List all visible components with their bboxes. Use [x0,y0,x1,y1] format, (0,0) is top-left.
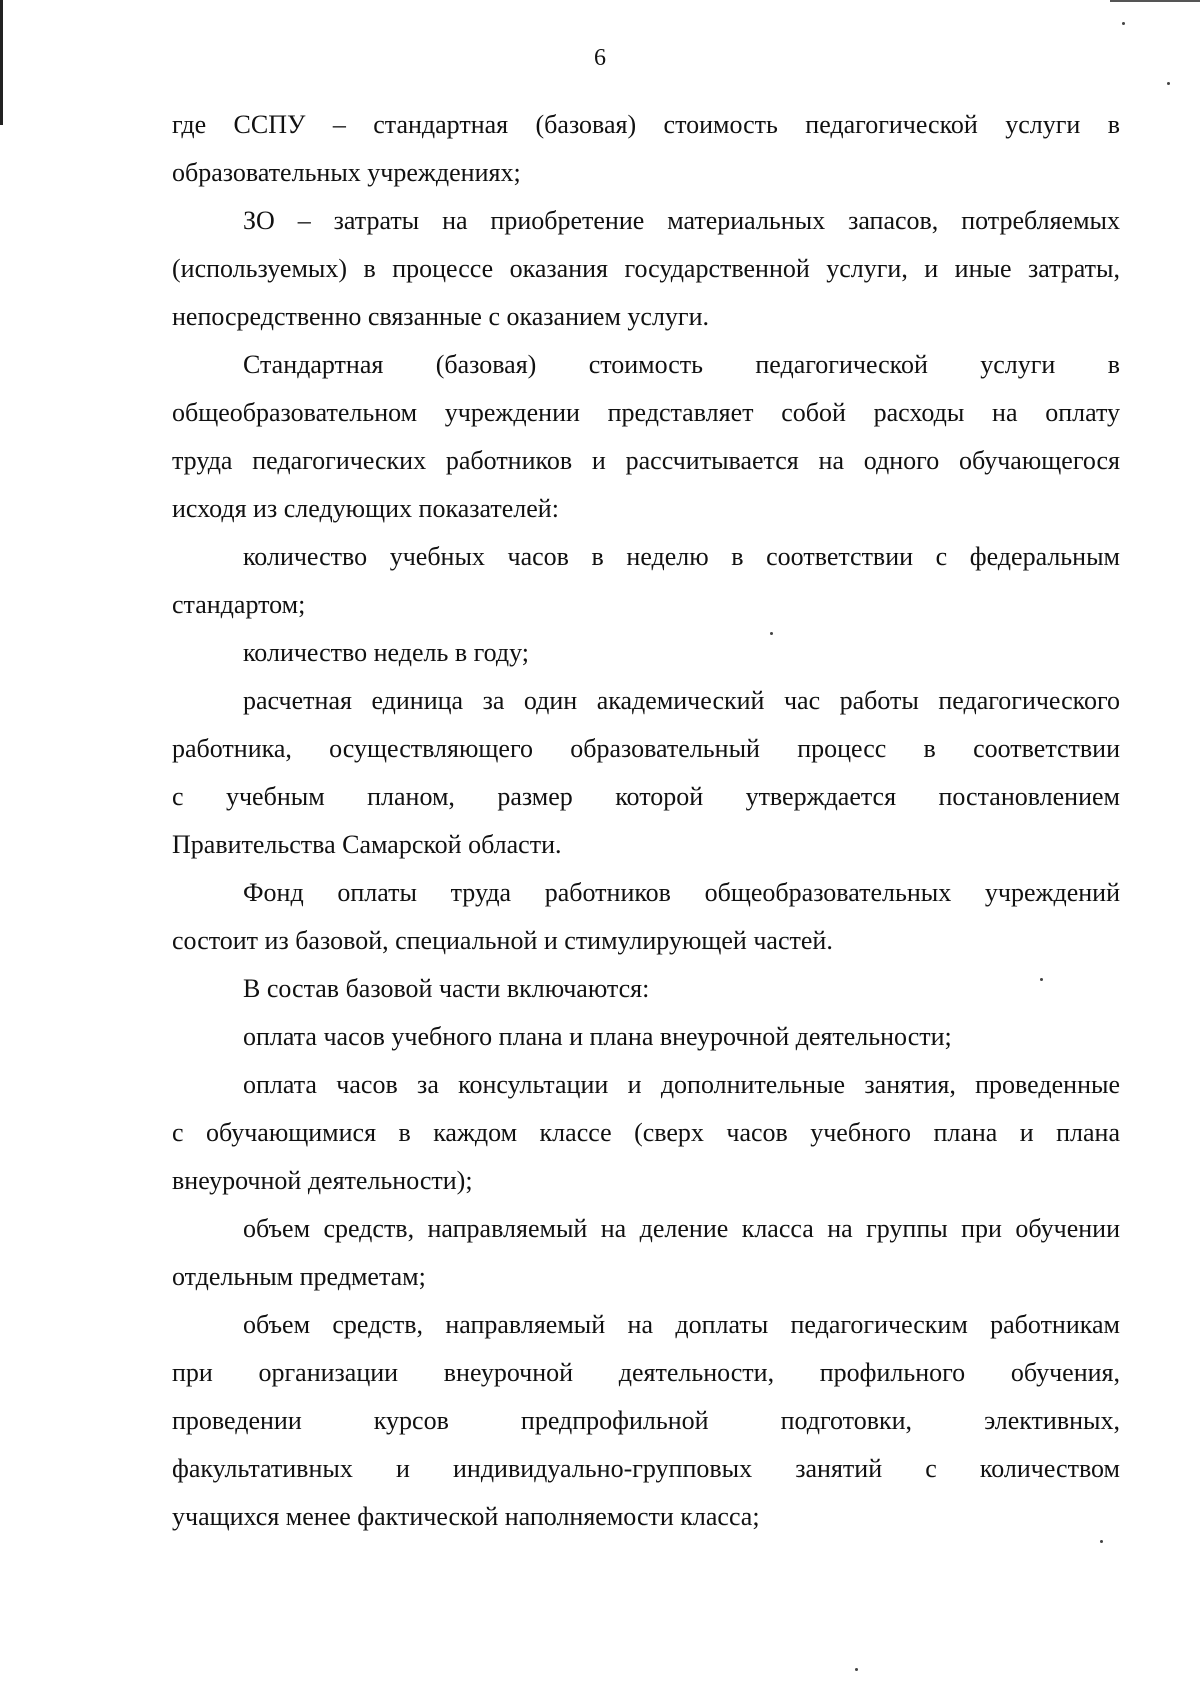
text-line: где ССПУ – стандартная (базовая) стоимость педагогической услуги в [172,110,1120,139]
paragraph [172,1013,1120,1061]
text-line: Правительства Самарской области. [172,830,562,859]
scan-top-edge-line [1110,0,1200,2]
text-line: объем средств, направляемый на доплаты педагогическим работникам [243,1310,1120,1339]
text-line: количество недель в году; [243,638,529,667]
paragraph [172,101,1120,197]
paragraph [172,1301,1120,1541]
scan-speck [855,1668,858,1671]
paragraph [172,1205,1120,1301]
text-line: оплата часов учебного плана и плана внеурочной деятельности; [243,1022,952,1051]
paragraph [172,533,1120,629]
text-line: факультативных и индивидуально-групповых занятий с количеством [172,1454,1120,1483]
text-line: Фонд оплаты труда работников общеобразовательных учреждений [243,878,1120,907]
text-line: оплата часов за консультации и дополнительные занятия, проведенные [243,1070,1120,1099]
text-line: учащихся менее фактической наполняемости класса; [172,1502,760,1531]
text-line: объем средств, направляемый на деление класса на группы при обучении [243,1214,1120,1243]
paragraph [172,1061,1120,1205]
text-line: состоит из базовой, специальной и стимулирующей частей. [172,926,833,955]
text-line: непосредственно связанные с оказанием услуги. [172,302,709,331]
paragraph [172,677,1120,869]
text-line: ЗО – затраты на приобретение материальных запасов, потребляемых [243,206,1120,235]
text-line: работника, осуществляющего образовательный процесс в соответствии [172,734,1120,763]
text-line: Стандартная (базовая) стоимость педагогической услуги в [243,350,1120,379]
text-line: отдельным предметам; [172,1262,426,1291]
paragraph [172,197,1120,341]
scan-speck [1167,82,1170,85]
document-body [172,101,1120,1541]
scan-speck [1122,22,1125,25]
paragraph [172,629,1120,677]
paragraph [172,869,1120,965]
text-line: проведении курсов предпрофильной подготовки, элективных, [172,1406,1120,1435]
text-line: расчетная единица за один академический час работы педагогического [243,686,1120,715]
paragraph [172,965,1120,1013]
text-line: стандартом; [172,590,306,619]
text-line: при организации внеурочной деятельности, профильного обучения, [172,1358,1120,1387]
text-line: исходя из следующих показателей: [172,494,559,523]
text-line: общеобразовательном учреждении представляет собой расходы на оплату [172,398,1120,427]
text-line: с учебным планом, размер которой утверждается постановлением [172,782,1120,811]
text-line: труда педагогических работников и рассчитывается на одного обучающегося [172,446,1120,475]
paragraph [172,341,1120,533]
page-number: 6 [594,45,606,71]
text-line: В состав базовой части включаются: [243,974,650,1003]
text-line: (используемых) в процессе оказания государственной услуги, и иные затраты, [172,254,1120,283]
text-line: с обучающимися в каждом классе (сверх часов учебного плана и плана [172,1118,1120,1147]
text-line: внеурочной деятельности); [172,1166,473,1195]
text-line: образовательных учреждениях; [172,158,521,187]
text-line: количество учебных часов в неделю в соответствии с федеральным [243,542,1120,571]
